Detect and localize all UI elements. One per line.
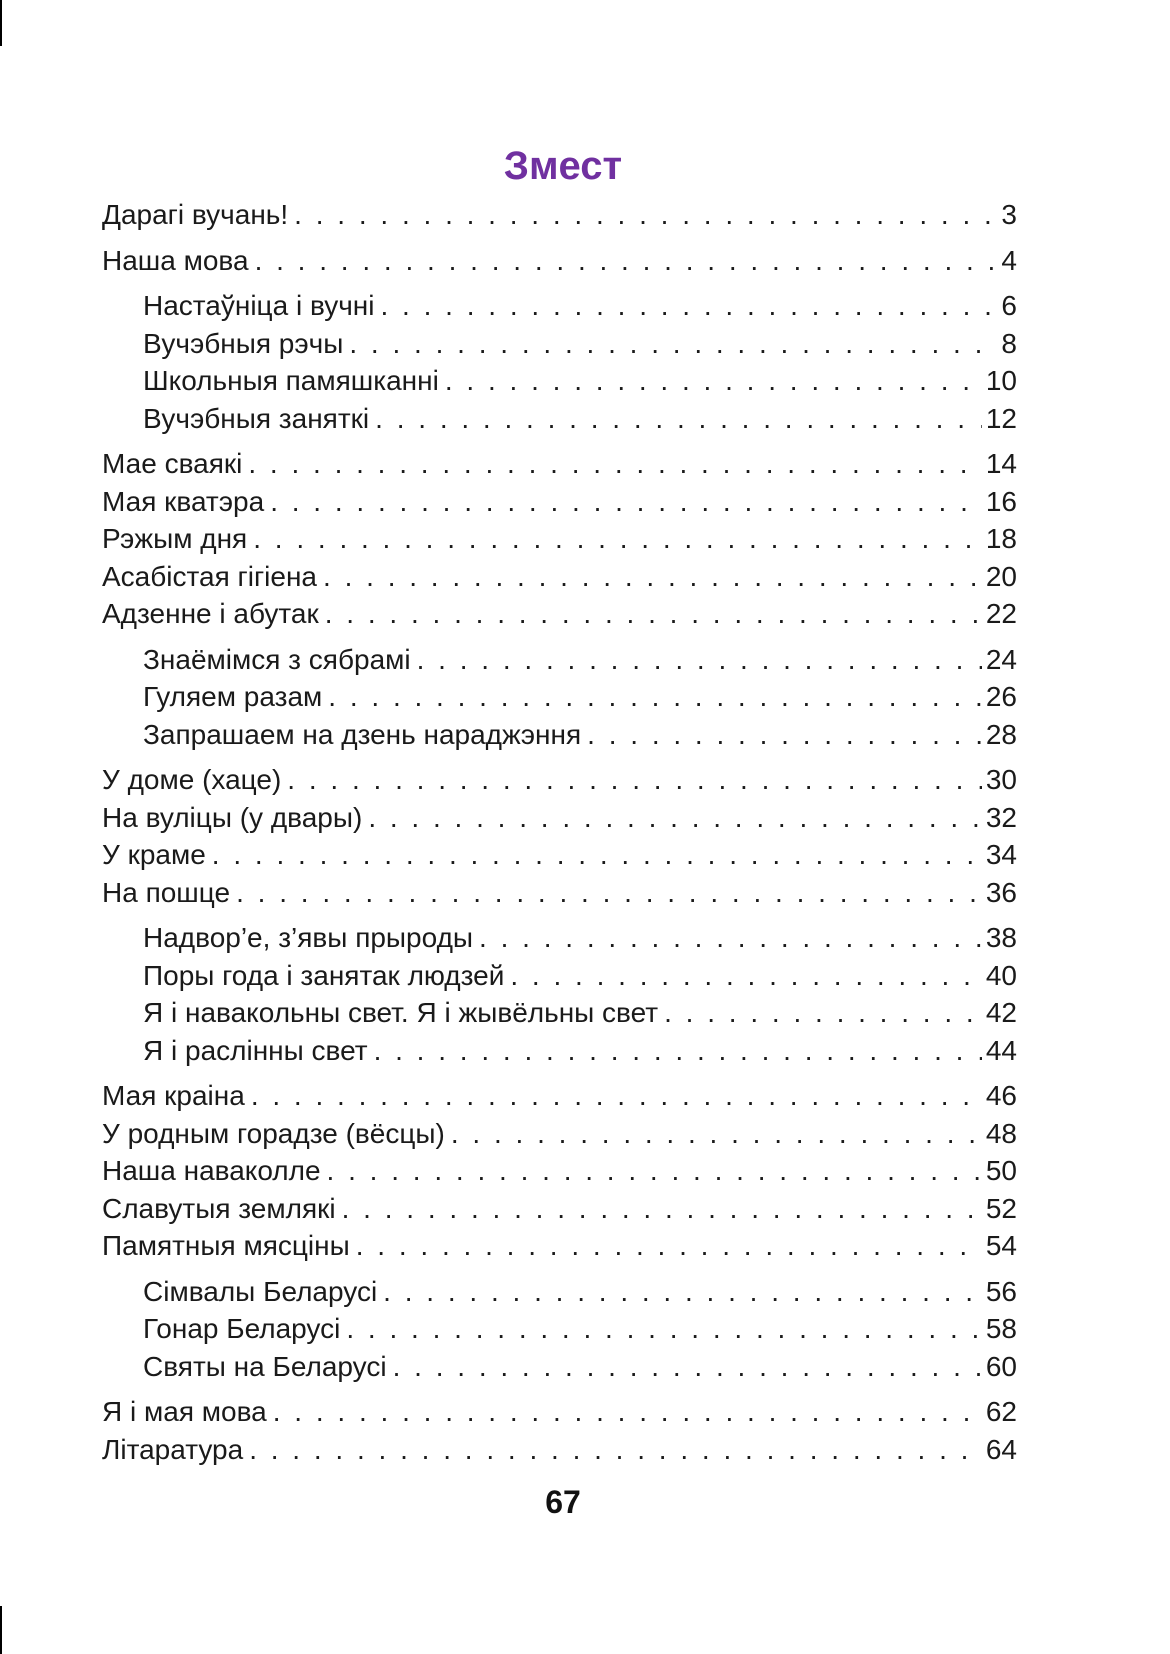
- toc-entry-title: Вучэбныя рэчы: [143, 327, 344, 359]
- toc-entry-title: Гуляем разам: [143, 681, 323, 712]
- toc-entry: [102, 520, 1017, 558]
- toc-entry-page: 20: [985, 560, 1017, 592]
- toc-entry-page: 46: [985, 1080, 1017, 1111]
- toc-entry: [102, 919, 1017, 957]
- toc-dot-leader: [242, 445, 982, 483]
- toc-entry: [102, 1431, 1017, 1469]
- toc-entry-page: 26: [985, 681, 1017, 712]
- toc-entry-page: 58: [985, 1313, 1017, 1344]
- toc-entry-title: Школьныя памяшканні: [143, 365, 439, 396]
- toc-dot-leader: [343, 325, 997, 363]
- toc-entry-title: Памятныя мясціны: [102, 1230, 350, 1261]
- toc-entry: [102, 362, 1017, 400]
- toc-dot-leader: [411, 641, 982, 679]
- toc-dot-leader: [319, 595, 982, 633]
- toc-dot-leader: [439, 362, 982, 400]
- toc-entry: [102, 678, 1017, 716]
- toc-entry: [102, 595, 1017, 633]
- toc-entry-page: 64: [985, 1433, 1017, 1465]
- toc-dot-leader: [249, 242, 998, 280]
- toc-entry-title: Мае сваякі: [102, 448, 243, 479]
- toc-dot-leader: [321, 1152, 982, 1190]
- toc-entry: [102, 874, 1017, 912]
- toc-dot-leader: [281, 761, 982, 799]
- toc-dot-leader: [317, 558, 982, 596]
- page-title: Змест: [503, 144, 623, 188]
- toc-entry: [102, 1077, 1017, 1115]
- toc-entry-title: Наша мова: [102, 244, 249, 276]
- toc-entry: [102, 799, 1017, 837]
- toc-dot-leader: [322, 678, 982, 716]
- toc-dot-leader: [340, 1310, 982, 1348]
- toc-entry: [102, 558, 1017, 596]
- toc-dot-leader: [445, 1115, 982, 1153]
- toc-dot-leader: [288, 196, 997, 234]
- page-number: 67: [545, 1484, 581, 1520]
- toc-entry-page: 54: [985, 1230, 1017, 1261]
- toc-entry-page: 42: [985, 997, 1017, 1028]
- toc-entry-title: Гонар Беларусі: [143, 1313, 341, 1344]
- toc-entry: [102, 1310, 1017, 1348]
- toc-entry-page: 52: [985, 1192, 1017, 1224]
- toc-entry: [102, 196, 1017, 234]
- toc-entry-title: Асабістая гігіена: [102, 560, 318, 592]
- toc-entry-page: 10: [985, 365, 1017, 396]
- toc-entry-title: На вуліцы (у двары): [102, 801, 363, 833]
- toc-entry: [102, 1227, 1017, 1265]
- toc-entry-page: 22: [985, 598, 1017, 629]
- toc-entry-page: 38: [985, 922, 1017, 953]
- toc-entry: [102, 1115, 1017, 1153]
- toc-entry-page: 50: [985, 1155, 1017, 1186]
- toc-entry: [102, 641, 1017, 679]
- toc-entry-page: 16: [985, 485, 1017, 517]
- toc-dot-leader: [245, 1077, 982, 1115]
- crop-mark-bottom: [0, 1606, 2, 1654]
- toc-entry-page: 24: [985, 643, 1017, 675]
- toc-dot-leader: [658, 994, 982, 1032]
- toc-entry-page: 3: [1001, 199, 1017, 230]
- toc-dot-leader: [264, 483, 982, 521]
- toc-entry: [102, 1190, 1017, 1228]
- toc-dot-leader: [377, 1273, 982, 1311]
- toc-dot-leader: [581, 716, 982, 754]
- toc-entry-title: Вучэбныя заняткі: [143, 402, 370, 434]
- toc-dot-leader: [336, 1190, 982, 1228]
- toc-entry-title: Настаўніца і вучні: [143, 290, 375, 321]
- toc-entry-page: 28: [985, 718, 1017, 750]
- toc-entry-page: 14: [985, 448, 1017, 479]
- toc-entry-title: Славутыя землякі: [102, 1192, 336, 1224]
- toc-entry: [102, 1393, 1017, 1431]
- toc-entry-title: Рэжым дня: [102, 523, 248, 554]
- toc-entry-page: 30: [985, 764, 1017, 795]
- toc-dot-leader: [247, 520, 982, 558]
- toc-entry-page: 60: [985, 1350, 1017, 1382]
- toc-entry-page: 62: [985, 1396, 1017, 1427]
- toc-entry-page: 18: [985, 523, 1017, 554]
- toc-entry: [102, 445, 1017, 483]
- toc-entry-page: 4: [1001, 244, 1017, 276]
- toc-entry-title: Дарагі вучань!: [102, 199, 289, 230]
- toc-dot-leader: [374, 287, 997, 325]
- toc-entry-title: Мая кватэра: [102, 485, 265, 517]
- toc-entry-title: Наша наваколле: [102, 1155, 321, 1186]
- toc-entry-title: У родным горадзе (вёсцы): [102, 1117, 445, 1149]
- toc-dot-leader: [243, 1431, 982, 1469]
- toc-dot-leader: [387, 1348, 982, 1386]
- toc-entry-title: На пошце: [102, 876, 231, 908]
- toc-dot-leader: [362, 799, 982, 837]
- toc-entry-title: Я і навакольны свет. Я і жывёльны свет: [143, 997, 659, 1028]
- toc-entry-title: У краме: [102, 839, 206, 870]
- toc-entry-page: 48: [985, 1117, 1017, 1149]
- toc-entry-title: Сімвалы Беларусі: [143, 1275, 378, 1307]
- toc-entry: [102, 957, 1017, 995]
- toc-entry: [102, 287, 1017, 325]
- toc-entry-page: 40: [985, 959, 1017, 991]
- toc-entry: [102, 483, 1017, 521]
- toc-entry: [102, 1032, 1017, 1070]
- toc-entry-page: 32: [985, 801, 1017, 833]
- toc-entry-page: 6: [1001, 290, 1017, 321]
- toc-dot-leader: [368, 1032, 982, 1070]
- table-of-contents: [102, 196, 1017, 1468]
- toc-entry-title: Святы на Беларусі: [143, 1350, 387, 1382]
- toc-entry: [102, 1152, 1017, 1190]
- toc-dot-leader: [230, 874, 982, 912]
- toc-entry-page: 56: [985, 1275, 1017, 1307]
- toc-entry: [102, 400, 1017, 438]
- toc-entry-title: Знаёмімся з сябрамі: [143, 643, 411, 675]
- toc-entry: [102, 1273, 1017, 1311]
- toc-dot-leader: [206, 836, 982, 874]
- toc-entry-title: Я і раслінны свет: [143, 1034, 368, 1066]
- toc-entry-title: Запрашаем на дзень нараджэння: [143, 718, 582, 750]
- toc-dot-leader: [473, 919, 982, 957]
- toc-dot-leader: [369, 400, 982, 438]
- toc-entry-page: 34: [985, 839, 1017, 870]
- toc-entry-title: Я і мая мова: [102, 1396, 267, 1427]
- toc-entry-title: У доме (хаце): [102, 764, 282, 795]
- toc-entry-page: 12: [985, 402, 1017, 434]
- toc-entry: [102, 325, 1017, 363]
- toc-entry-title: Надвор’е, з’явы прыроды: [143, 922, 474, 953]
- toc-dot-leader: [504, 957, 981, 995]
- toc-entry-page: 36: [985, 876, 1017, 908]
- crop-mark-top: [0, 0, 2, 46]
- toc-entry: [102, 716, 1017, 754]
- toc-entry-title: Літаратура: [102, 1433, 244, 1465]
- toc-entry-page: 8: [1001, 327, 1017, 359]
- toc-dot-leader: [350, 1227, 982, 1265]
- toc-entry: [102, 242, 1017, 280]
- toc-entry-title: Мая краіна: [102, 1080, 245, 1111]
- toc-dot-leader: [267, 1393, 982, 1431]
- toc-entry: [102, 1348, 1017, 1386]
- toc-entry: [102, 994, 1017, 1032]
- toc-entry-page: 44: [985, 1034, 1017, 1066]
- toc-entry: [102, 836, 1017, 874]
- toc-entry-title: Адзенне і абутак: [102, 598, 319, 629]
- toc-entry: [102, 761, 1017, 799]
- toc-entry-title: Поры года і занятак людзей: [143, 959, 505, 991]
